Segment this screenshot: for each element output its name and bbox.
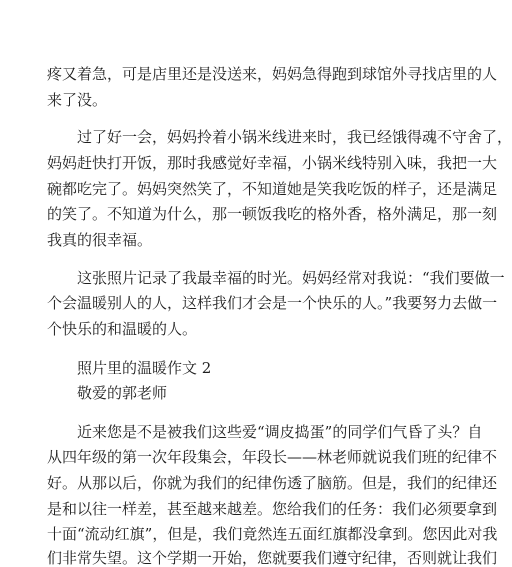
text-line: 从四年级的第一次年段集会，年段长——林老师就说我们班的纪律不 bbox=[47, 448, 498, 466]
letter-salutation: 敬爱的郭老师 bbox=[77, 384, 168, 402]
text-line: 这张照片记录了我最幸福的时光。妈妈经常对我说：“我们要做一 bbox=[77, 269, 505, 287]
text-line: 疼又着急，可是店里还是没送来，妈妈急得跑到球馆外寻找店里的人 bbox=[47, 65, 498, 83]
text-line: 妈妈赶快打开饭，那时我感觉好幸福，小锅米线特别入味，我把一大 bbox=[47, 154, 498, 172]
text-line: 碗都吃完了。妈妈突然笑了，不知道她是笑我吃饭的样子，还是满足 bbox=[47, 180, 498, 198]
text-line: 是和以往一样差，甚至越来越差。您给我们的任务：我们必须要拿到 bbox=[47, 500, 498, 518]
text-line: 们非常失望。这个学期一开始，您就要我们遵守纪律，否则就让我们 bbox=[47, 549, 498, 567]
text-line: 十面“流动红旗”，但是，我们竟然连五面红旗都没拿到。您因此对我 bbox=[47, 525, 498, 543]
text-line: 过了好一会，妈妈拎着小锅米线进来时，我已经饿得魂不守舍了， bbox=[77, 128, 512, 146]
text-line: 个快乐的和温暖的人。 bbox=[47, 320, 198, 338]
text-line: 的笑了。不知道为什么，那一顿饭我吃的格外香，格外满足，那一刻 bbox=[47, 205, 498, 223]
text-line: 我真的很幸福。 bbox=[47, 231, 153, 249]
text-line: 来了没。 bbox=[47, 91, 108, 109]
section-heading: 照片里的温暖作文 2 bbox=[77, 359, 212, 377]
text-line: 近来您是不是被我们这些爱“调皮捣蛋”的同学们气昏了头？自 bbox=[77, 423, 483, 441]
text-line: 好。从那以后，你就为我们的纪律伤透了脑筋。但是，我们的纪律还 bbox=[47, 474, 498, 492]
text-line: 个会温暖别人的人，这样我们才会是一个快乐的人。”我要努力去做一 bbox=[47, 294, 498, 312]
